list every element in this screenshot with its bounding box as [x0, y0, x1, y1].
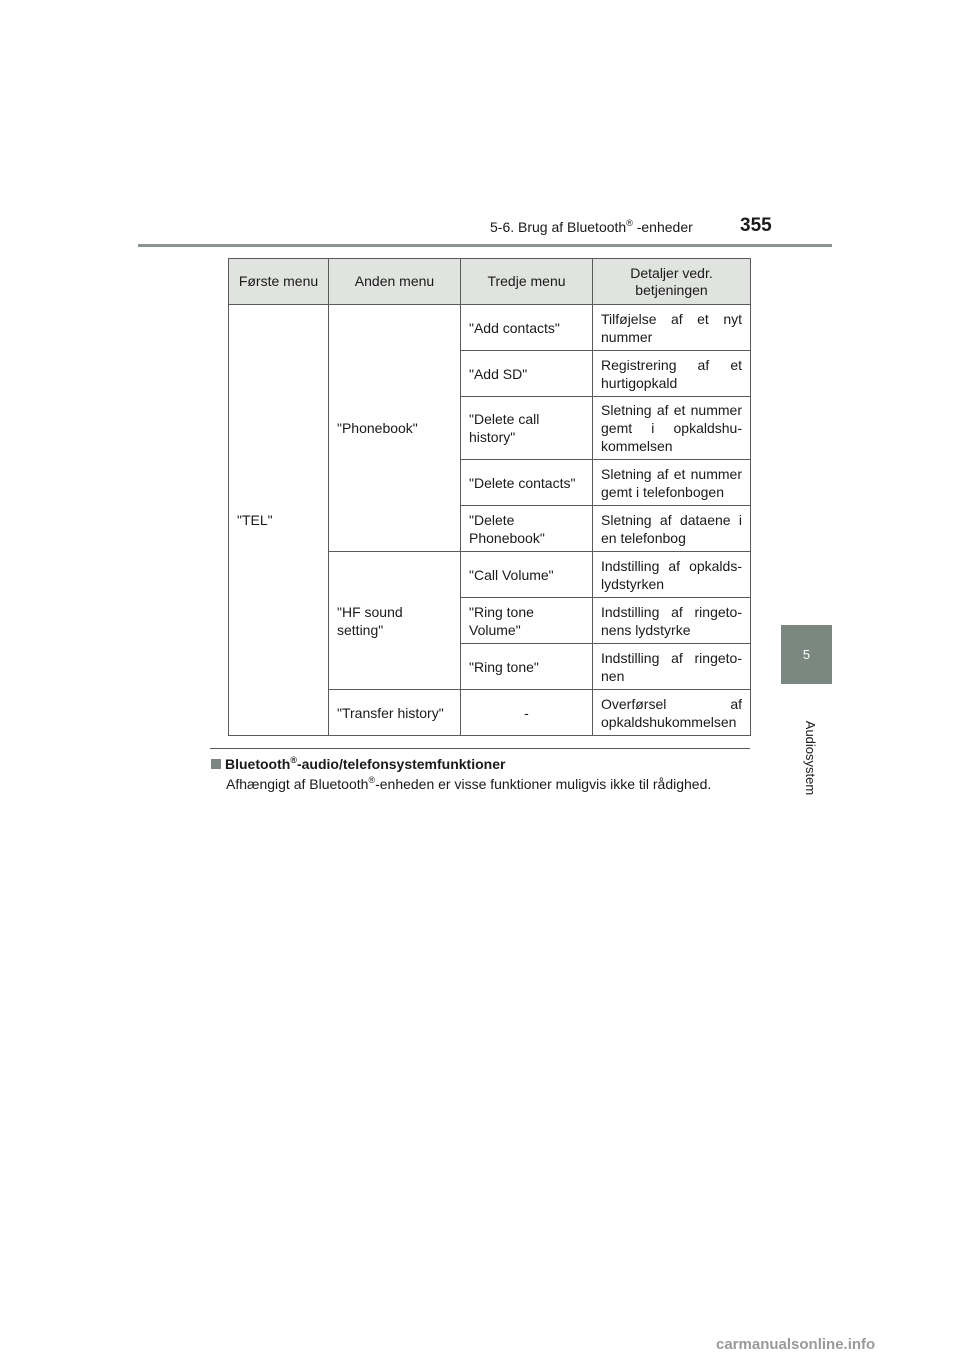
second-menu-cell: "HF sound setting" [329, 552, 461, 690]
detail-cell: Indstilling af opkalds-lydstyrken [593, 552, 751, 598]
third-menu-cell: "Ring tone" [461, 644, 593, 690]
registered-mark: ® [290, 755, 297, 765]
second-menu-cell: "Phonebook" [329, 305, 461, 552]
registered-mark: ® [368, 775, 376, 785]
header-second-menu: Anden menu [329, 259, 461, 305]
watermark: carmanualsonline.info [716, 1336, 876, 1353]
third-menu-cell: "Add SD" [461, 351, 593, 397]
section-body-suffix: -enheden er visse funktioner muligvis ikke til rådighed. [375, 776, 712, 792]
second-menu-cell: "Transfer history" [329, 690, 461, 736]
running-header [490, 219, 693, 235]
third-menu-cell: "Ring tone Volume" [461, 598, 593, 644]
header-first-menu: Første menu [229, 259, 329, 305]
table-row [229, 305, 751, 351]
header-divider [138, 244, 832, 247]
chapter-tab [781, 625, 832, 684]
header-details: Detaljer vedr. betjeningen [593, 259, 751, 305]
third-menu-cell: "Delete contacts" [461, 460, 593, 506]
detail-cell: Sletning af et nummer gemt i telefonbogen [593, 460, 751, 506]
third-menu-cell: - [461, 690, 593, 736]
section-body-prefix: Afhængigt af Bluetooth [226, 776, 369, 792]
header-section-suffix: -enheder [632, 219, 693, 235]
third-menu-cell: "Delete call history" [461, 397, 593, 460]
detail-cell: Indstilling af ringeto-nens lydstyrke [593, 598, 751, 644]
detail-cell: Registrering af et hurtigopkald [593, 351, 751, 397]
section-divider [210, 748, 750, 749]
detail-cell: Overførsel af opkaldshukommelsen [593, 690, 751, 736]
section-heading-suffix: -audio/telefonsystemfunktioner [296, 756, 506, 772]
page-number: 355 [740, 215, 772, 236]
first-menu-cell: "TEL" [229, 305, 329, 736]
header-section-prefix: 5-6. Brug af Bluetooth [490, 219, 627, 235]
section-body [226, 776, 711, 792]
square-bullet-icon [211, 759, 221, 769]
chapter-number: 5 [802, 647, 811, 662]
chapter-label: Audiosystem [803, 720, 818, 796]
menu-table [228, 258, 751, 736]
section-heading [211, 756, 505, 772]
table-header-row [229, 259, 751, 305]
registered-mark: ® [626, 218, 633, 228]
detail-cell: Indstilling af ringeto-nen [593, 644, 751, 690]
section-heading-prefix: Bluetooth [225, 756, 291, 772]
third-menu-cell: "Delete Phonebook" [461, 506, 593, 552]
detail-cell: Sletning af dataene i en telefonbog [593, 506, 751, 552]
detail-cell: Tilføjelse af et nyt nummer [593, 305, 751, 351]
detail-cell: Sletning af et nummer gemt i opkaldshu-kommelsen [593, 397, 751, 460]
third-menu-cell: "Call Volume" [461, 552, 593, 598]
third-menu-cell: "Add contacts" [461, 305, 593, 351]
header-third-menu: Tredje menu [461, 259, 593, 305]
